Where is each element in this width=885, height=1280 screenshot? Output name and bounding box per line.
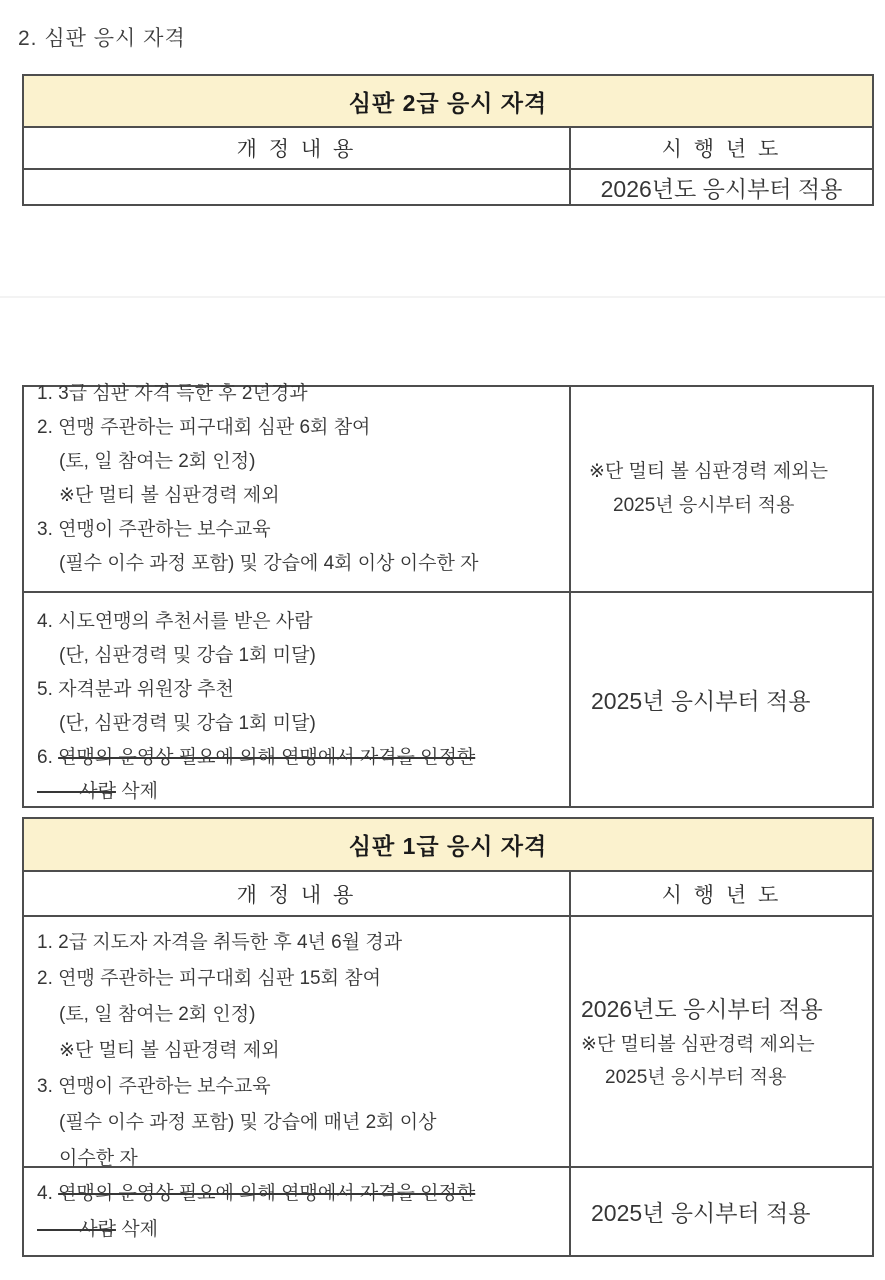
grade1-table [22, 817, 874, 1257]
list-item-deleted [37, 741, 563, 775]
deleted-text: 사람 [37, 781, 116, 802]
grade2-table-head [22, 74, 874, 206]
grade2-col-left-header: 개 정 내 용 [236, 138, 357, 161]
list-item: 3. 연맹이 주관하는 보수교육 [37, 519, 271, 540]
list-item-deleted [37, 1176, 563, 1212]
list-item: ※단 멀티 볼 심판경력 제외 [59, 485, 280, 506]
deleted-text: 연맹의 운영상 필요에 의해 연맹에서 자격을 인정한 [58, 747, 476, 768]
deleted-text: 연맹의 운영상 필요에 의해 연맹에서 자격을 인정한 [58, 1183, 476, 1204]
note-line: 2025년 응시부터 적용 [613, 495, 795, 516]
grade2-first-row-left-empty [24, 170, 569, 204]
list-item: (토, 일 참여는 2회 인정) [59, 451, 256, 472]
list-item: (필수 이수 과정 포함) 및 강습에 매년 2회 이상 [59, 1112, 437, 1133]
grade2-first-row [24, 168, 872, 204]
list-item: 4. 시도연맹의 추천서를 받은 사람 [37, 611, 313, 632]
page-title: 2. 심판 응시 자격 [18, 27, 186, 50]
grade1-deleted-year-cell [569, 1168, 872, 1255]
list-item: 3. 연맹이 주관하는 보수교육 [37, 1076, 271, 1097]
grade2-column-header-row [24, 126, 872, 168]
note-line: 2025년 응시부터 적용 [605, 1066, 787, 1088]
list-item: 1. 3급 심판 자격 득한 후 2년경과 [37, 383, 308, 404]
effective-year: 2026년도 응시부터 적용 [581, 995, 823, 1022]
list-item: (단, 심판경력 및 강습 1회 미달) [59, 645, 316, 666]
effective-year: 2025년 응시부터 적용 [591, 688, 811, 714]
deletion-label: 삭제 [115, 1219, 158, 1240]
list-item: 5. 자격분과 위원장 추천 [37, 679, 234, 700]
grade1-col-right-header: 시 행 년 도 [569, 872, 872, 915]
grade2-requirements-note-cell [569, 387, 872, 591]
grade1-column-header-row [24, 870, 872, 915]
grade1-deleted-row [24, 1166, 872, 1255]
grade2-table-title: 심판 2급 응시 자격 [24, 76, 872, 126]
list-item-deleted [37, 775, 563, 809]
deletion-label: 삭제 [115, 781, 158, 802]
grade2-exceptions-cell [24, 593, 569, 806]
grade2-requirements-row [24, 383, 872, 591]
note-line: ※단 멀티 볼 심판경력 제외는 [589, 461, 828, 482]
grade1-deleted-cell [24, 1168, 569, 1255]
list-item: 2. 연맹 주관하는 피구대회 심판 15회 참여 [37, 968, 381, 989]
effective-year: 2025년 응시부터 적용 [591, 1200, 811, 1226]
grade2-table-body [22, 385, 874, 808]
note-line: ※단 멀티볼 심판경력 제외는 [581, 1033, 815, 1055]
list-item-deleted [37, 1212, 563, 1248]
grade1-col-left-header: 개 정 내 용 [236, 883, 357, 907]
grade2-col-right-header: 시 행 년 도 [569, 128, 872, 168]
grade2-exceptions-row [24, 591, 872, 806]
list-number: 6. [37, 747, 59, 768]
grade2-exceptions-year-cell [569, 593, 872, 806]
list-item: ※단 멀티 볼 심판경력 제외 [59, 1040, 280, 1061]
page-break-line [0, 296, 885, 298]
grade1-requirements-row [24, 915, 872, 1169]
list-item: 1. 2급 지도자 자격을 취득한 후 4년 6월 경과 [37, 932, 403, 953]
list-item: (필수 이수 과정 포함) 및 강습에 4회 이상 이수한 자 [59, 553, 479, 574]
list-item: (단, 심판경력 및 강습 1회 미달) [59, 713, 316, 734]
grade2-requirements-cell [24, 383, 569, 591]
grade2-first-row-right: 2026년도 응시부터 적용 [569, 170, 872, 204]
list-item: 이수한 자 [59, 1148, 138, 1169]
list-number: 4. [37, 1183, 59, 1204]
grade1-table-title: 심판 1급 응시 자격 [24, 819, 872, 870]
grade1-requirements-year-cell [569, 917, 872, 1166]
list-item: 2. 연맹 주관하는 피구대회 심판 6회 참여 [37, 417, 371, 438]
deleted-text: 사람 [37, 1219, 116, 1240]
grade1-requirements-cell [24, 917, 569, 1169]
list-item: (토, 일 참여는 2회 인정) [59, 1004, 256, 1025]
